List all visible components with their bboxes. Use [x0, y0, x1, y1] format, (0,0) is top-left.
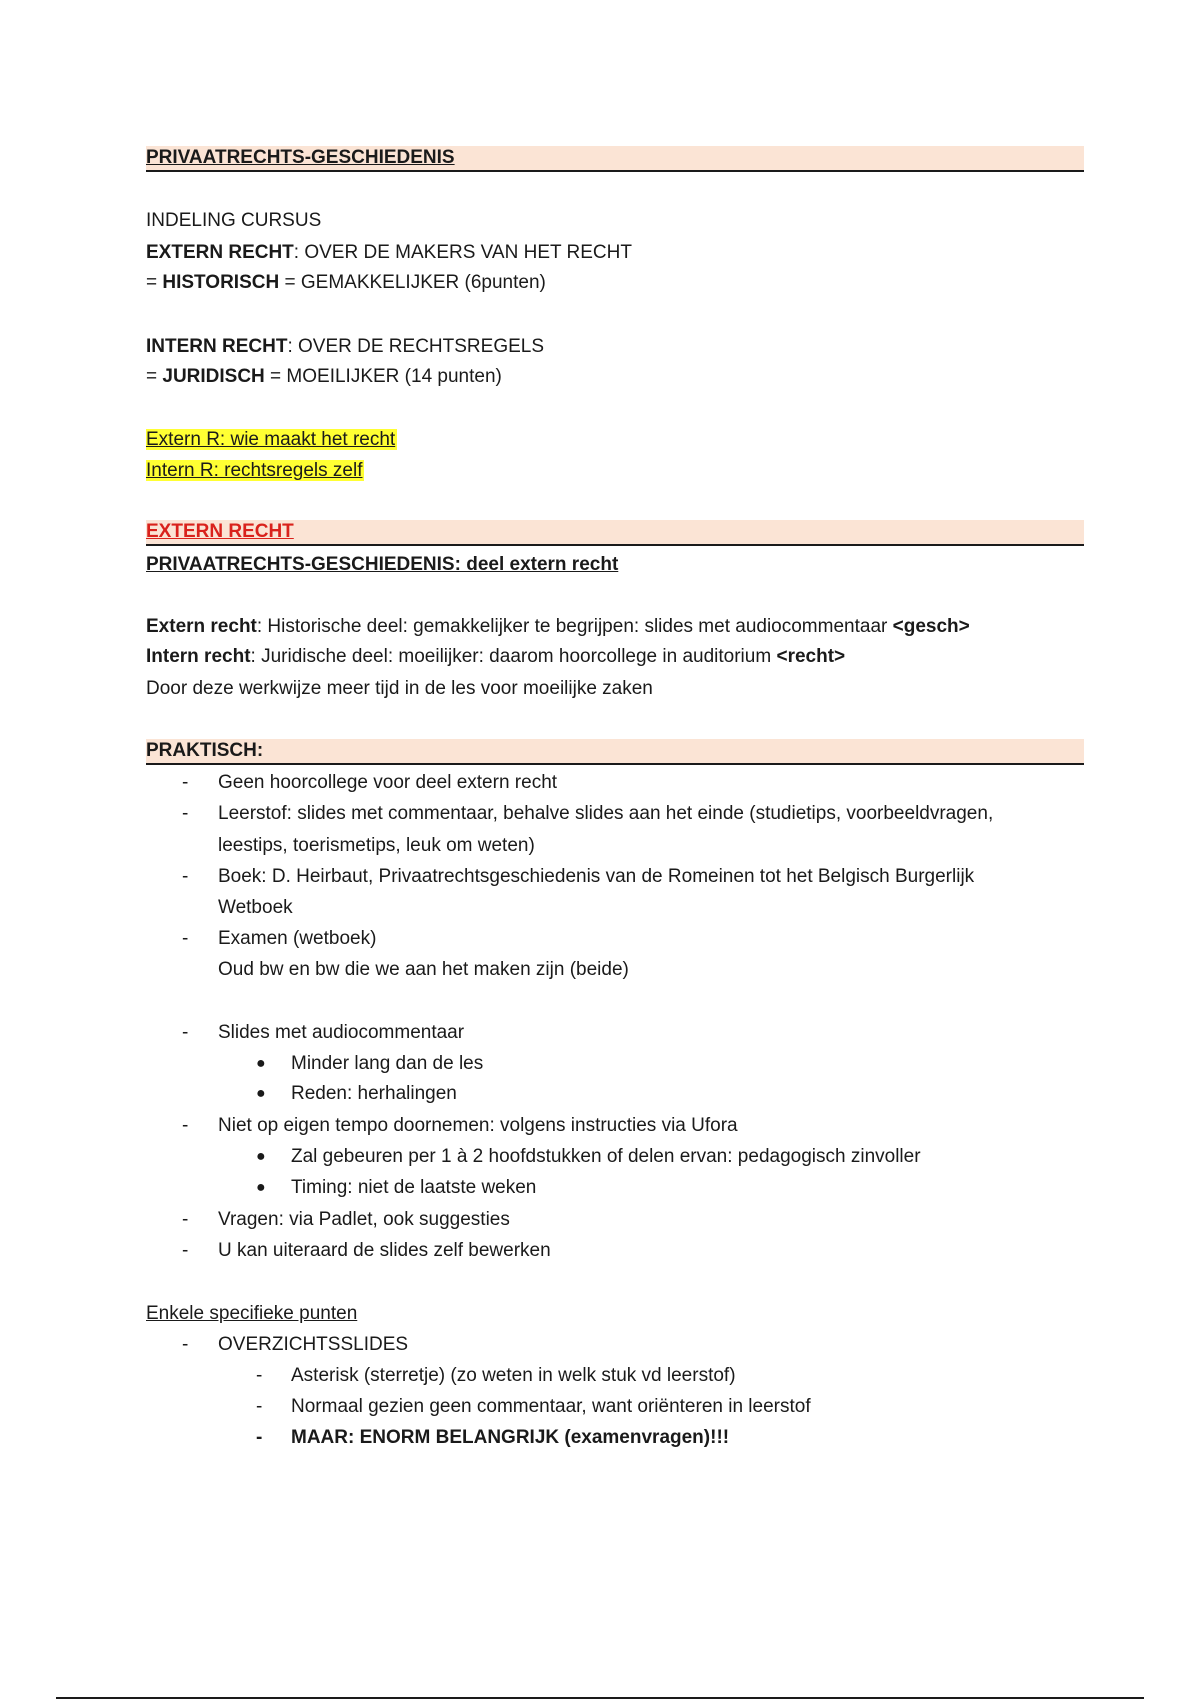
juridisch-text: = MOEILIJKER (14 punten)	[264, 366, 502, 387]
list-dash: -	[256, 1365, 263, 1386]
list-item-continued: Wetboek	[218, 897, 293, 918]
extern-line	[146, 240, 632, 266]
sub-list-item: Asterisk (sterretje) (zo weten in welk stuk vd leerstof)	[291, 1365, 736, 1386]
praktisch-bar	[146, 739, 1084, 765]
highlight-intern	[146, 458, 364, 484]
intern-line	[146, 334, 544, 360]
title-bar	[146, 146, 1084, 172]
bullet-icon: ●	[256, 1148, 266, 1165]
eq-sign: =	[146, 272, 163, 293]
list-item-continued: leestips, toerismetips, leuk om weten)	[218, 835, 535, 856]
list-item: Niet op eigen tempo doornemen: volgens instructies via Ufora	[218, 1115, 738, 1136]
eq-sign: =	[146, 366, 163, 387]
intro-heading: INDELING CURSUS	[146, 210, 322, 231]
list-item: U kan uiteraard de slides zelf bewerken	[218, 1240, 551, 1261]
list-item: Vragen: via Padlet, ook suggesties	[218, 1209, 510, 1230]
page-title: PRIVAATRECHTS-GESCHIEDENIS	[146, 147, 455, 168]
section-extern-bar	[146, 520, 1084, 546]
historisch-label: HISTORISCH	[162, 272, 280, 293]
list-item: Slides met audiocommentaar	[218, 1022, 465, 1043]
list-dash: -	[182, 803, 189, 824]
sub-list-item: Normaal gezien geen commentaar, want oriënteren in leerstof	[291, 1396, 811, 1417]
list-dash: -	[182, 928, 189, 949]
section-extern-subtitle: PRIVAATRECHTS-GESCHIEDENIS: deel extern recht	[146, 554, 619, 575]
intern-label: INTERN RECHT	[146, 336, 288, 357]
sub-list-item-important: MAAR: ENORM BELANGRIJK (examenvragen)!!!	[291, 1427, 730, 1448]
p1-label: Extern recht	[146, 616, 257, 637]
p2-tag: <recht>	[776, 646, 846, 667]
highlight-extern-text: Extern R: wie maakt het recht	[146, 429, 396, 450]
highlight-extern	[146, 427, 397, 453]
intern-recht-paragraph	[146, 644, 845, 670]
list-dash: -	[256, 1396, 263, 1417]
extern-recht-paragraph	[146, 614, 970, 640]
werkwijze-paragraph: Door deze werkwijze meer tijd in de les voor moeilijke zaken	[146, 678, 653, 699]
sub-list-item: Zal gebeuren per 1 à 2 hoofdstukken of delen ervan: pedagogisch zinvoller	[291, 1146, 921, 1167]
list-dash: -	[182, 772, 189, 793]
list-item: OVERZICHTSSLIDES	[218, 1334, 409, 1355]
bullet-icon: ●	[256, 1055, 266, 1072]
p2-text: : Juridische deel: moeilijker: daarom hoorcollege in auditorium	[250, 646, 777, 667]
bullet-icon: ●	[256, 1179, 266, 1196]
list-dash: -	[182, 1240, 189, 1261]
footer-divider	[56, 1697, 1144, 1699]
list-dash: -	[182, 866, 189, 887]
sub-list-item: Timing: niet de laatste weken	[291, 1177, 537, 1198]
p1-tag: <gesch>	[892, 616, 970, 637]
list-dash: -	[182, 1115, 189, 1136]
intern-text: : OVER DE RECHTSREGELS	[287, 336, 545, 357]
list-item: Geen hoorcollege voor deel extern recht	[218, 772, 558, 793]
historisch-line	[146, 270, 546, 296]
list-dash: -	[182, 1334, 189, 1355]
list-dash: -	[182, 1209, 189, 1230]
specifiek-heading: Enkele specifieke punten	[146, 1303, 358, 1324]
sub-list-item: Minder lang dan de les	[291, 1053, 484, 1074]
juridisch-label: JURIDISCH	[162, 366, 265, 387]
list-item: Examen (wetboek)	[218, 928, 377, 949]
praktisch-title: PRAKTISCH:	[146, 740, 264, 761]
juridisch-line	[146, 364, 502, 390]
historisch-text: = GEMAKKELIJKER (6punten)	[279, 272, 546, 293]
list-dash: -	[182, 1022, 189, 1043]
p2-label: Intern recht	[146, 646, 251, 667]
list-item: Leerstof: slides met commentaar, behalve slides aan het einde (studietips, voorbeeldvragen,	[218, 803, 994, 824]
list-dash: -	[256, 1427, 263, 1448]
section-extern-title: EXTERN RECHT	[146, 521, 294, 542]
sub-list-item: Reden: herhalingen	[291, 1083, 457, 1104]
list-item: Boek: D. Heirbaut, Privaatrechtsgeschiedenis van de Romeinen tot het Belgisch Burgerlijk	[218, 866, 975, 887]
extern-text: : OVER DE MAKERS VAN HET RECHT	[293, 242, 632, 263]
p1-text: : Historische deel: gemakkelijker te begrijpen: slides met audiocommentaar	[256, 616, 893, 637]
extern-label: EXTERN RECHT	[146, 242, 294, 263]
bullet-icon: ●	[256, 1085, 266, 1102]
list-item-continued: Oud bw en bw die we aan het maken zijn (beide)	[218, 959, 629, 980]
highlight-intern-text: Intern R: rechtsregels zelf	[146, 460, 363, 481]
